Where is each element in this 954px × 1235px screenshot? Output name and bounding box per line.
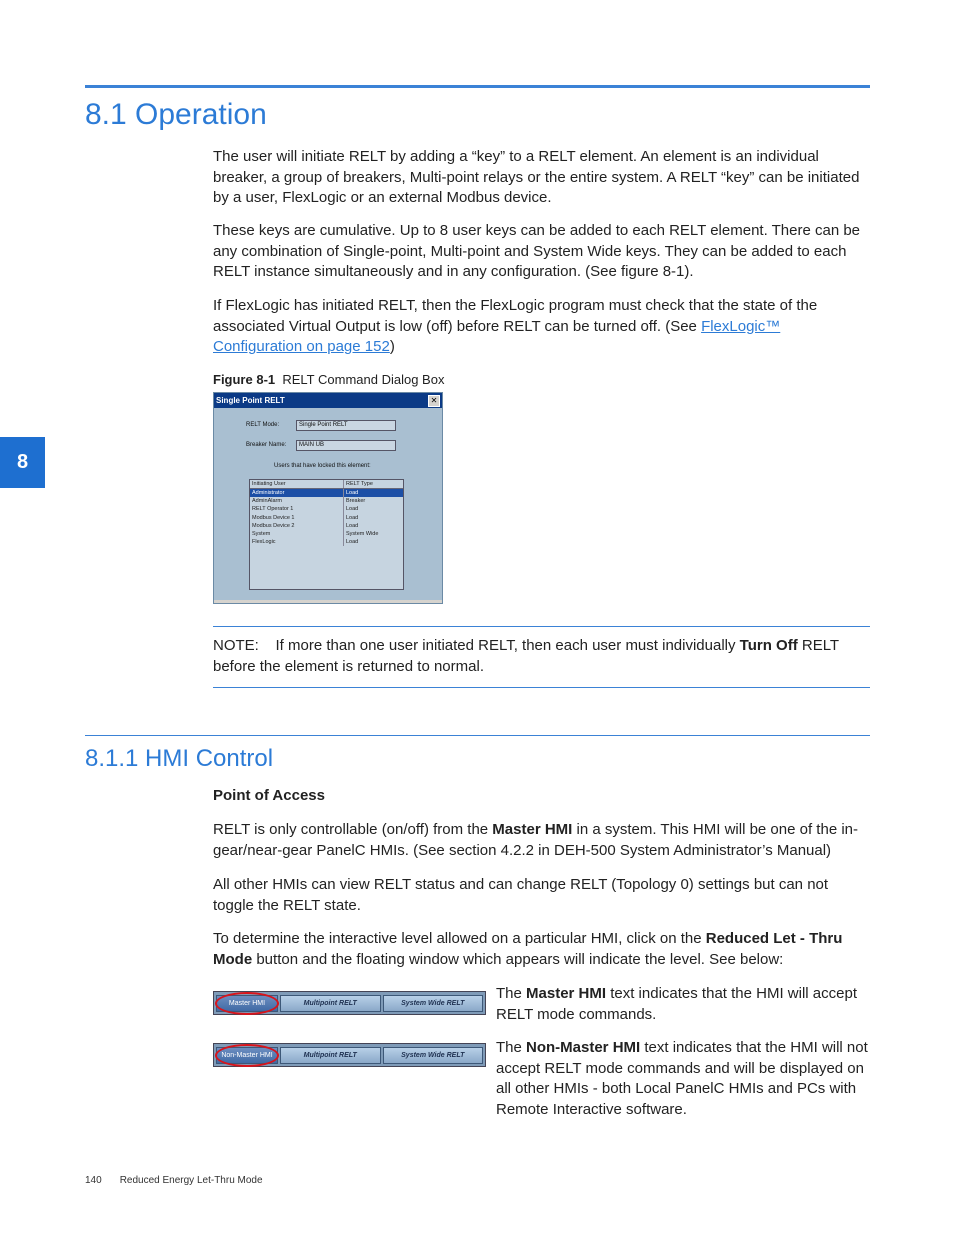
footer-title: Reduced Energy Let-Thru Mode xyxy=(119,1175,263,1186)
desc-non-master-hmi: The Non-Master HMI text indicates that the HMI will not accept RELT mode commands and will be displayed on all other HMIs - both Local PanelC HMIs and PCs with Remote Interactive software. xyxy=(496,1039,868,1118)
paragraph-master-hmi: RELT is only controllable (on/off) from the Master HMI in a system. This HMI will be one of the in-gear/near-gear PanelC HMIs. (See section 4.2.2 in DEH-500 System Administrator’s Manual) xyxy=(213,821,858,859)
highlight-ring xyxy=(215,1044,279,1067)
master-hmi-button[interactable]: Master HMI xyxy=(216,995,278,1012)
dialog-titlebar xyxy=(214,393,442,408)
table-header xyxy=(250,480,403,489)
multipoint-relt-button[interactable]: Multipoint RELT xyxy=(280,995,381,1012)
paragraph-determine: To determine the interactive level allowed on a particular HMI, click on the Reduced Let - Thru Mode button and the floating window which appears will indicate the level. See below: xyxy=(213,930,843,968)
chapter-tab: 8 xyxy=(0,437,45,488)
page-footer xyxy=(85,1175,263,1186)
table-row[interactable]: Modbus Device 2 Load xyxy=(252,522,359,529)
page-number: 140 xyxy=(85,1175,102,1186)
flexlogic-config-link[interactable]: FlexLogic™ Configuration on page 152 xyxy=(213,317,781,355)
multipoint-relt-button[interactable]: Multipoint RELT xyxy=(280,1047,381,1064)
table-row[interactable]: Modbus Device 1 Load xyxy=(252,514,359,521)
top-rule xyxy=(85,85,870,88)
close-icon[interactable]: ✕ xyxy=(428,395,440,407)
table-row[interactable]: Administrator Load xyxy=(250,489,403,497)
breaker-name-label: Breaker Name: xyxy=(246,442,287,448)
figure-caption: Figure 8-1 RELT Command Dialog Box xyxy=(213,372,445,387)
relt-dialog xyxy=(213,392,443,604)
section-title: 8.1 Operation xyxy=(85,98,267,131)
non-master-hmi-button[interactable]: Non-Master HMI xyxy=(216,1047,278,1064)
relt-mode-label: RELT Mode: xyxy=(246,422,280,428)
paragraph-other-hmis: All other HMIs can view RELT status and can change RELT (Topology 0) settings but can not toggle the RELT state. xyxy=(213,876,829,914)
system-wide-relt-button[interactable]: System Wide RELT xyxy=(383,995,484,1012)
note-bottom-rule xyxy=(213,687,870,688)
paragraph-keys: These keys are cumulative. Up to 8 user keys can be added to each RELT element. There can be any combination of Single-point, Multi-point and System Wide keys. They can be added to each RELT instance simultaneously and in any configuration. (See figure 8-1). xyxy=(213,222,861,280)
highlight-ring xyxy=(215,992,279,1015)
col-type-header[interactable]: RELT Type xyxy=(346,481,373,487)
relt-mode-field[interactable]: Single Point RELT xyxy=(296,420,396,431)
breaker-name-field[interactable]: MAIN UB xyxy=(296,440,396,451)
note-top-rule xyxy=(213,626,870,627)
users-label: Users that have locked this element: xyxy=(274,463,371,469)
dialog-button-strip xyxy=(214,600,442,603)
table-row[interactable]: System System Wide xyxy=(252,530,379,537)
paragraph-flexlogic: If FlexLogic has initiated RELT, then the FlexLogic program must check that the state of the associated Virtual Output is low (off) before RELT can be turned off. (See FlexLogic™ Configuration on page 152) xyxy=(213,297,818,355)
subsection-title: 8.1.1 HMI Control xyxy=(85,745,274,772)
paragraph-intro: The user will initiate RELT by adding a “key” to a RELT element. An element is an individual breaker, a group of breakers, Multi-point relays or the entire system. A RELT “key” can be initiated by a user, FlexLogic or an external Modbus device. xyxy=(213,148,860,206)
table-row[interactable]: RELT Operator 1 Load xyxy=(252,506,359,513)
table-row[interactable]: FlexLogic Load xyxy=(252,539,359,546)
col-user-header[interactable]: Initiating User xyxy=(250,480,344,488)
table-row[interactable]: AdminAlarm Breaker xyxy=(252,498,366,505)
point-of-access-heading: Point of Access xyxy=(213,787,325,804)
system-wide-relt-button[interactable]: System Wide RELT xyxy=(383,1047,484,1064)
desc-master-hmi: The Master HMI text indicates that the HMI will accept RELT mode commands. xyxy=(496,985,857,1023)
dialog-title: Single Point RELT xyxy=(216,396,285,405)
note: NOTE: If more than one user initiated RELT, then each user must individually Turn Off RELT before the element is returned to normal. xyxy=(213,637,839,675)
subsection-rule xyxy=(85,735,870,736)
users-table[interactable] xyxy=(249,479,404,590)
